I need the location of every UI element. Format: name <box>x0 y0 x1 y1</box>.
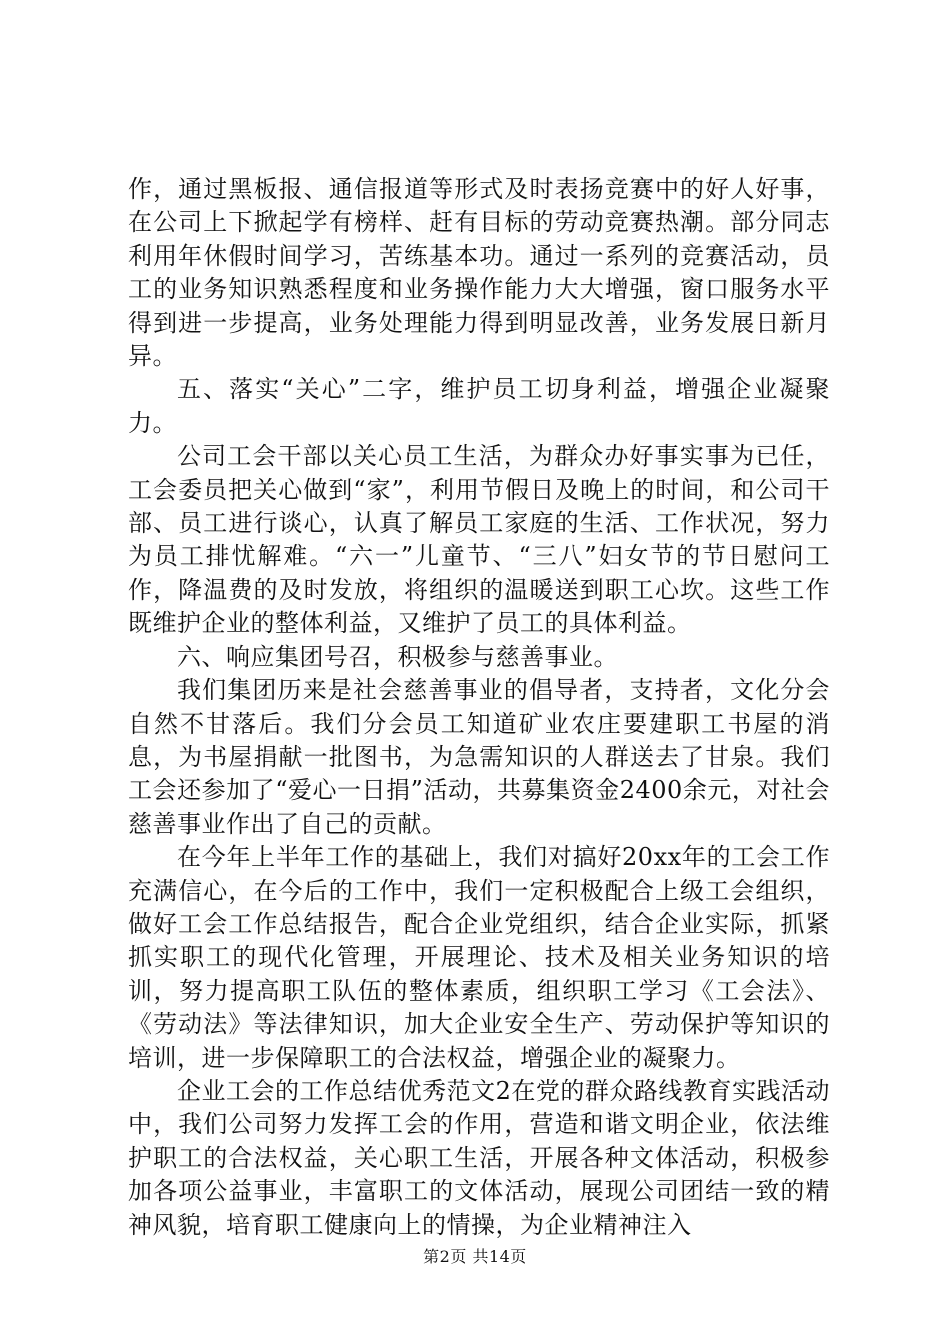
document-body <box>128 173 830 1242</box>
page-number-footer: 第2页 共14页 <box>423 1247 527 1266</box>
paragraph-sample-two: 企业工会的工作总结优秀范文2在党的群众路线教育实践活动中，我们公司努力发挥工会的作用，营造和谐文明企业，依法维护职工的合法权益，关心职工生活，开展各种文体活动，积极参加各项公益事业，丰富职工的文体活动，展现公司团结一致的精神风貌，培育职工健康向上的情操，为企业精神注入 <box>128 1076 830 1239</box>
section-heading-six: 六、响应集团号召，积极参与慈善事业。 <box>177 642 618 671</box>
paragraph-charity: 我们集团历来是社会慈善事业的倡导者，支持者，文化分会自然不甘落后。我们分会员工知道矿业农庄要建职工书屋的消息，为书屋捐献一批图书，为急需知识的人群送去了甘泉。我们工会还参加了“爱心一日捐”活动，共募集资金2400余元，对社会慈善事业作出了自己的贡献。 <box>128 676 830 838</box>
paragraph-care-for-staff: 公司工会干部以关心员工生活，为群众办好事实事为已任，工会委员把关心做到“家”，利用节假日及晚上的时间，和公司干部、员工进行谈心，认真了解员工家庭的生活、工作状况，努力为员工排忧解难。“六一”儿童节、“三八”妇女节的节日慰问工作，降温费的及时发放，将组织的温暖送到职工心坎。这些工作既维护企业的整体利益，又维护了员工的具体利益。 <box>128 442 830 638</box>
section-heading-five: 五、落实“关心”二字，维护员工切身利益，增强企业凝聚力。 <box>128 375 830 437</box>
paragraph-continuation: 作，通过黑板报、通信报道等形式及时表扬竞赛中的好人好事，在公司上下掀起学有榜样、赶有目标的劳动竞赛热潮。部分同志利用年休假时间学习，苦练基本功。通过一系列的竞赛活动，员工的业务知识熟悉程度和业务操作能力大大增强，窗口服务水平得到进一步提高，业务处理能力得到明显改善，业务发展日新月异。 <box>128 175 830 371</box>
paragraph-outlook: 在今年上半年工作的基础上，我们对搞好20xx年的工会工作充满信心，在今后的工作中，我们一定积极配合上级工会组织，做好工会工作总结报告，配合企业党组织，结合企业实际，抓紧抓实职工的现代化管理，开展理论、技术及相关业务知识的培训，努力提高职工队伍的整体素质，组织职工学习《工会法》、《劳动法》等法律知识，加大企业安全生产、劳动保护等知识的培训，进一步保障职工的合法权益，增强企业的凝聚力。 <box>128 843 830 1072</box>
